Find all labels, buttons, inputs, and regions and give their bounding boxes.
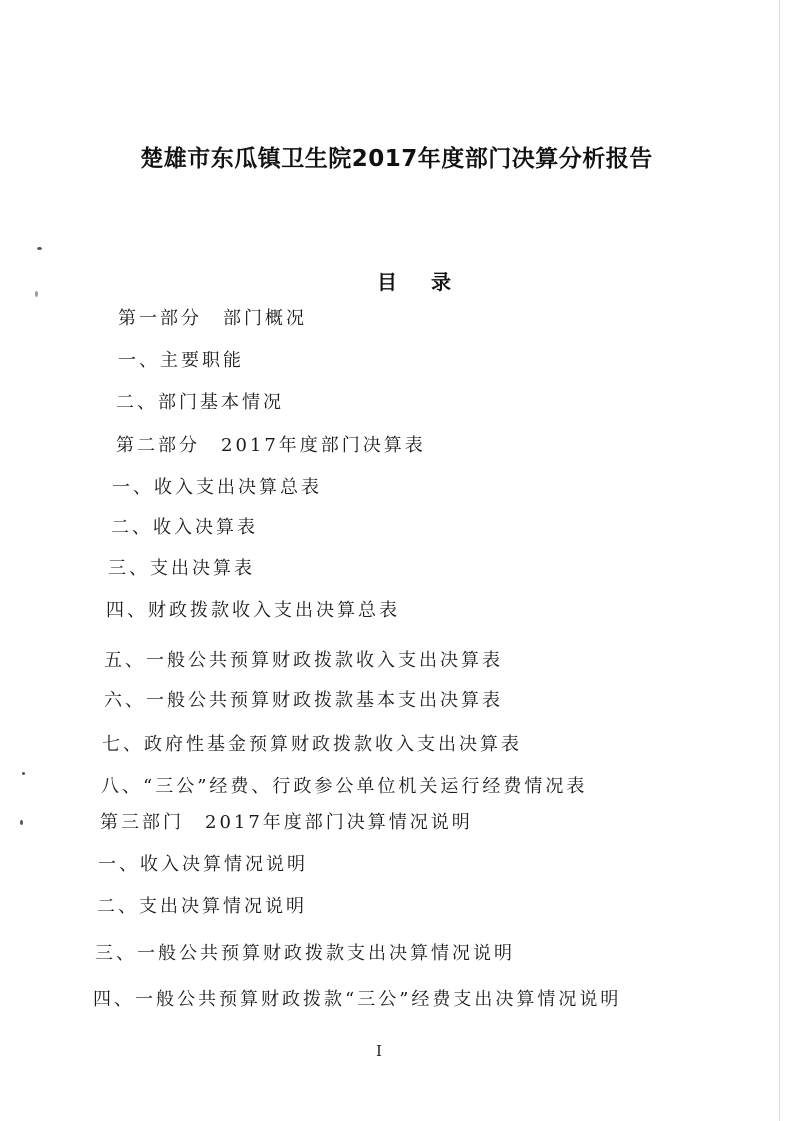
toc-part-2: 第二部分 2017年度部门决算表 xyxy=(116,435,426,456)
toc-item: 四、一般公共预算财政拨款“三公”经费支出决算情况说明 xyxy=(93,989,622,1010)
toc-item: 二、部门基本情况 xyxy=(116,392,284,413)
scan-speck xyxy=(20,820,23,825)
toc-item: 七、政府性基金预算财政拨款收入支出决算表 xyxy=(102,734,522,755)
toc-part-1: 第一部分 部门概况 xyxy=(118,308,307,329)
toc-part-3: 第三部门 2017年度部门决算情况说明 xyxy=(100,812,473,833)
toc-item: 一、收入支出决算总表 xyxy=(112,477,322,498)
toc-item: 三、一般公共预算财政拨款支出决算情况说明 xyxy=(95,943,515,964)
toc-item: 一、收入决算情况说明 xyxy=(98,854,308,875)
page-number: I xyxy=(376,1042,382,1060)
toc-heading: 目录 xyxy=(377,270,485,294)
toc-item: 四、财政拨款收入支出决算总表 xyxy=(106,600,400,621)
document-title: 楚雄市东瓜镇卫生院2017年度部门决算分析报告 xyxy=(140,146,653,172)
scan-speck xyxy=(22,772,25,775)
scan-speck xyxy=(37,247,42,250)
toc-item: 二、收入决算表 xyxy=(111,517,258,538)
toc-item: 二、支出决算情况说明 xyxy=(97,896,307,917)
scan-speck xyxy=(35,291,38,297)
toc-item: 八、“三公”经费、行政参公单位机关运行经费情况表 xyxy=(101,776,588,797)
toc-item: 六、一般公共预算财政拨款基本支出决算表 xyxy=(104,690,503,711)
toc-item: 三、支出决算表 xyxy=(108,558,255,579)
toc-item: 五、一般公共预算财政拨款收入支出决算表 xyxy=(104,650,503,671)
toc-item: 一、主要职能 xyxy=(118,350,244,371)
